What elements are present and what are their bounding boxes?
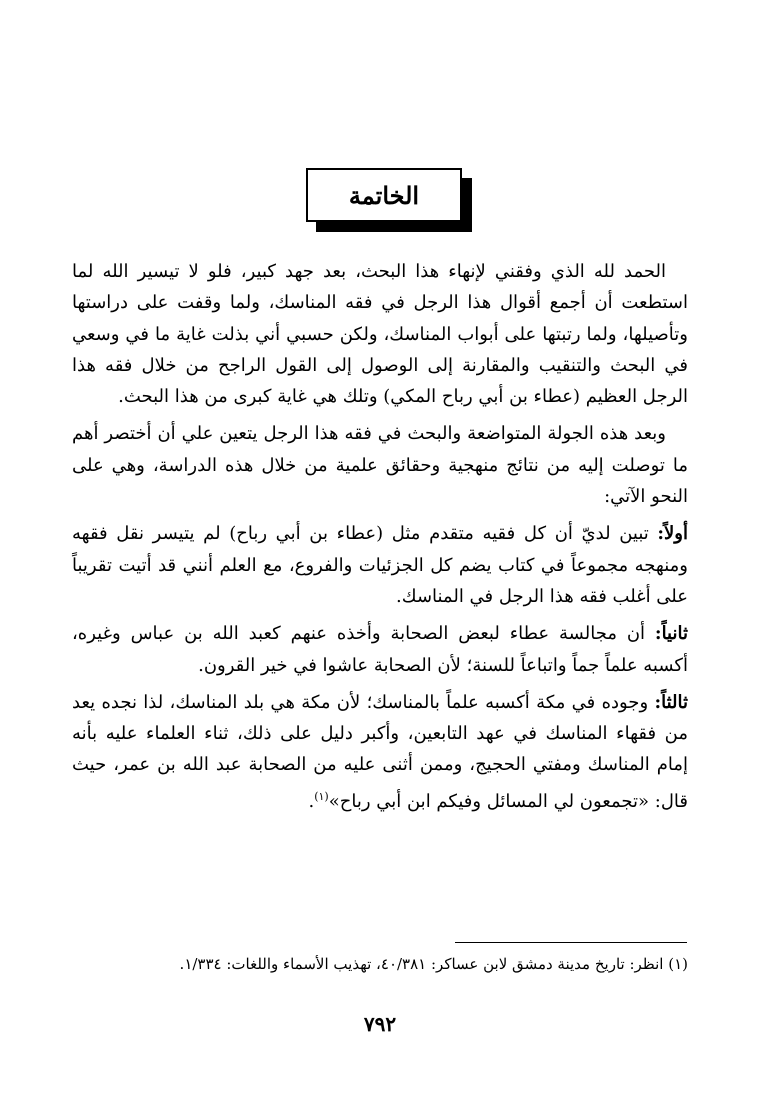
paragraph-intro: الحمد لله الذي وفقني لإنهاء هذا البحث، بعد جهد كبير، فلو لا تيسير الله لما استطعت أن أجمع أقوال هذا الرجل في فقه المناسك، ولما وقفت على دراستها وتأصيلها، ولما رتبتها على أبواب المناسك، ولكن حسبي أني بذلت غاية ما في وسعي في البحث والتنقيب والمقارنة إلى الوصول إلى القول الراجح من خلال فقه هذا الرجل العظيم (عطاء بن أبي رباح المكي) وتلك هي غاية كبرى من هذا البحث. [72,261,688,408]
point-1-text: تبين لديّ أن كل فقيه متقدم مثل (عطاء بن أبي رباح) لم يتيسر نقل فقهه ومنهجه مجموعاً في كتاب يضم كل الجزئيات والفروع، مع العلم أنني قد أتيت تقريباً على أغلب فقه هذا الرجل في المناسك. [72,523,688,607]
point-3-end: . [308,790,315,812]
paragraph-point-3 [72,687,688,817]
paragraph-summary-intro: وبعد هذه الجولة المتواضعة والبحث في فقه هذا الرجل يتعين علي أن أختصر أهم ما توصلت إليه من نتائج منهجية وحقائق علمية من خلال هذه الدراسة، وهي على النحو الآتي: [72,423,688,508]
point-3-label: ثالثاً: [654,691,688,713]
paragraph-point-1 [72,518,688,612]
paragraph-point-2 [72,618,688,681]
footnote-reference[interactable]: (١) [314,789,329,803]
point-2-text: أن مجالسة عطاء لبعض الصحابة وأخذه عنهم كعبد الله بن عباس وغيره، أكسبه علماً جماً واتباعاً للسنة؛ لأن الصحابة عاشوا في خير القرون. [72,623,688,676]
point-1-label: أولاً: [657,523,688,545]
footnote: (١) انظر: تاريخ مدينة دمشق لابن عساكر: ٤٠/٣٨١، تهذيب الأسماء واللغات: ١/٣٣٤. [179,955,688,973]
page-number: ٧٩٢ [363,1012,397,1036]
chapter-title-box [306,168,462,222]
point-2-label: ثانياً: [654,623,688,645]
footnote-divider [455,942,687,943]
main-text [72,256,688,817]
chapter-title: الخاتمة [306,168,462,222]
point-3-text: وجوده في مكة أكسبه علماً بالمناسك؛ لأن مكة هي بلد المناسك، لذا نجده يعد من فقهاء المناسك في عهد التابعين، وأكبر دليل على ذلك، ثناء العلماء عليه بأنه إمام المناسك ومفتي الحجيج، وممن أثنى عليه من الصحابة عبد الله بن عمر، حيث قال: «تجمعون لي المسائل وفيكم ابن أبي رباح» [72,691,688,812]
